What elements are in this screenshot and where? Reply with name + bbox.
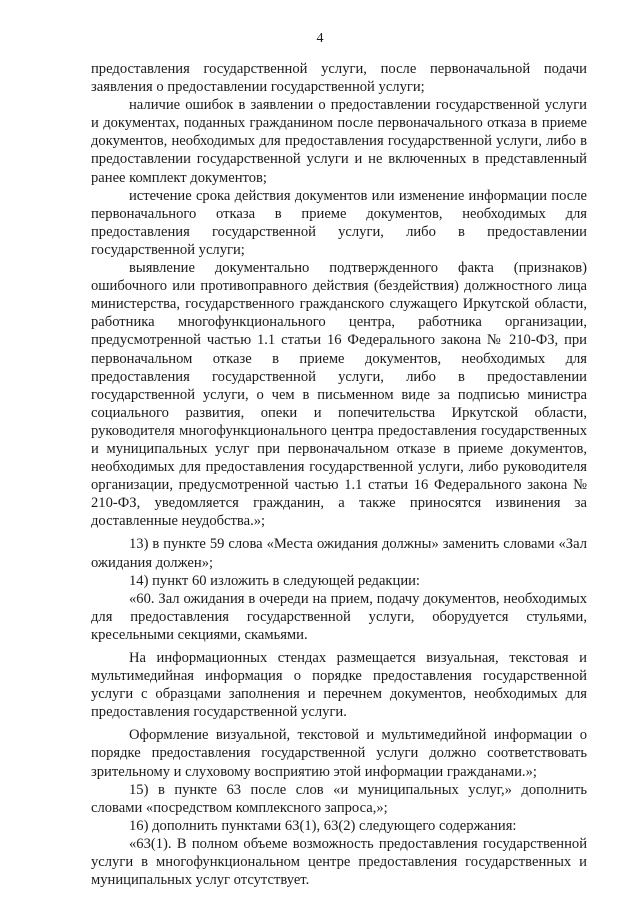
paragraph-item-13: 13) в пункте 59 слова «Места ожидания должны» заменить словами «Зал ожидания должен»;	[91, 536, 587, 571]
paragraph-item-14: 14) пункт 60 изложить в следующей редакции:	[129, 572, 420, 589]
paragraph-erroneous-action: выявление документально подтвержденного факта (признаков) ошибочного или противоправного действия (бездействия) должностного лица министерства, государственного гражданского служащего Иркутской области, работника многофункционального центра, работника организации, предусмотренной частью 1.1 статьи 16 Федерального закона № 210-ФЗ, при первоначальном отказе в приеме документов, необходимых для предоставления государственной услуги, либо в предоставлении государственной услуги, о чем в письменном виде за подписью министра социального развития, опеки и попечительства Иркутской области, руководителя многофункционального центра предоставления государственных и муниципальных услуг при первоначальном отказе в приеме документов, необходимых для предоставления государственной услуги, либо руководителя организации, предусмотренной частью 1.1 статьи 16 Федерального закона № 210-ФЗ, уведомляется гражданин, а также приносятся извинения за доставленные неудобства.»;	[91, 260, 587, 530]
paragraph-clause-60: «60. Зал ожидания в очереди на прием, подачу документов, необходимых для предоставления государственной услуги, оборудуется стульями, кресельными секциями, скамьями.	[91, 590, 587, 643]
paragraph-info-stands: На информационных стендах размещается визуальная, текстовая и мультимедийная информация о порядке предоставления государственной услуги с образцами заполнения и перечнем документов, необходимых для предоставления государственной услуги.	[91, 650, 587, 721]
page-number: 4	[316, 31, 324, 46]
paragraph-item-15: 15) в пункте 63 после слов «и муниципальных услуг,» дополнить словами «посредством комплексного запроса,»;	[91, 781, 587, 816]
paragraph-continuation: предоставления государственной услуги, после первоначальной подачи заявления о предоставлении государственной услуги;	[91, 61, 587, 96]
paragraph-item-16: 16) дополнить пунктами 63(1), 63(2) следующего содержания:	[129, 817, 517, 834]
paragraph-errors-in-application: наличие ошибок в заявлении о предоставлении государственной услуги и документах, поданных гражданином после первоначального отказа в приеме документов, необходимых для предоставления государственной услуги, либо в предоставлении государственной услуги и не включенных в представленный ранее комплект документов;	[91, 97, 587, 186]
paragraph-clause-63-1: «63(1). В полном объеме возможность предоставления государственной услуги в многофункциональном центре предоставления государственных и муниципальных услуг отсутствует.	[91, 835, 587, 889]
document-body	[91, 60, 587, 889]
paragraph-info-design: Оформление визуальной, текстовой и мультимедийной информации о порядке предоставления государственной услуги должно соответствовать зрительному и слуховому восприятию этой информации гражданами.»;	[91, 727, 587, 780]
paragraph-document-expiry: истечение срока действия документов или изменение информации после первоначального отказа в приеме документов, необходимых для предоставления государственной услуги, либо в предоставлении государственной услуги;	[91, 187, 587, 258]
